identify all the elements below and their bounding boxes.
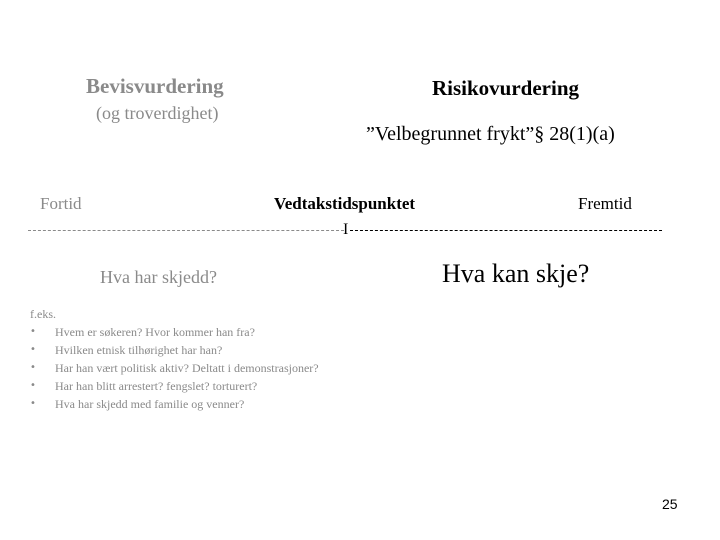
bullet-icon: • — [30, 398, 36, 409]
evidence-assessment-subtitle: (og troverdighet) — [96, 103, 219, 123]
timeline-past-label: Fortid — [40, 194, 82, 213]
list-item — [30, 341, 319, 359]
list-item-text: Har han blitt arrestert? fengslet? torturert? — [55, 379, 258, 393]
past-question: Hva har skjedd? — [100, 267, 217, 287]
future-question: Hva kan skje? — [442, 259, 590, 288]
timeline-future-label: Fremtid — [578, 194, 632, 213]
bullet-icon: • — [30, 362, 36, 373]
page-number: 25 — [662, 496, 678, 512]
timeline-axis — [28, 220, 662, 240]
bullet-icon: • — [30, 380, 36, 391]
timeline-decision-marker: I — [343, 221, 349, 238]
list-item — [30, 323, 319, 341]
list-item-text: Hvilken etnisk tilhørighet har han? — [55, 343, 223, 357]
bullet-icon: • — [30, 344, 36, 355]
risk-assessment-subtitle: ”Velbegrunnet frykt”§ 28(1)(a) — [366, 123, 615, 145]
examples-block — [30, 305, 319, 413]
list-item — [30, 395, 319, 413]
list-item — [30, 359, 319, 377]
list-item-text: Hva har skjedd med familie og venner? — [55, 397, 245, 411]
list-item — [30, 377, 319, 395]
timeline-past-segment — [28, 230, 344, 231]
risk-assessment-heading: Risikovurdering — [432, 76, 580, 100]
evidence-assessment-heading: Bevisvurdering — [86, 74, 224, 98]
timeline-decision-label: Vedtakstidspunktet — [274, 194, 416, 213]
list-item-text: Hvem er søkeren? Hvor kommer han fra? — [55, 325, 255, 339]
bullet-icon: • — [30, 326, 36, 337]
examples-list — [30, 323, 319, 413]
timeline-future-segment — [350, 230, 662, 231]
examples-intro: f.eks. — [30, 307, 56, 321]
list-item-text: Har han vært politisk aktiv? Deltatt i demonstrasjoner? — [55, 361, 319, 375]
